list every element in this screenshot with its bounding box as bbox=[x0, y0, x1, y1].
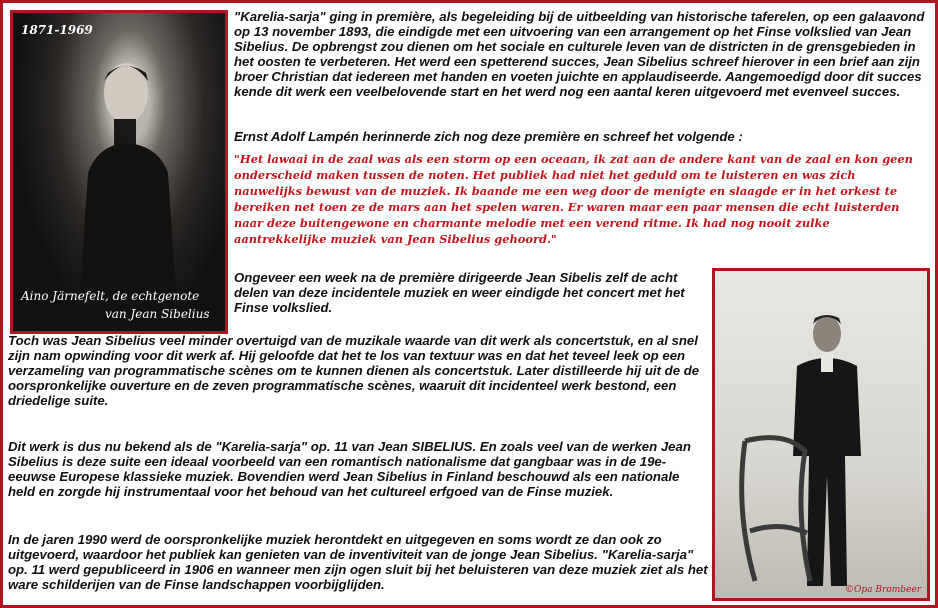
paragraph-premiere: "Karelia-sarja" ging in première, als begeleiding bij de uitbeelding van historische taferelen, op een galaavond op 13 november 1893, die eindigde met een uitvoering van een arrangement op het Finse volkslied van Jean Sibelius. De opbrengst zou dienen om het sociale en culturele leven van de districten in de grensgebieden in het oosten te verbeteren. Het werd een spetterend succes, Jean Sibelius schreef hierover in een brief aan zijn broer Christian dat iedereen met handen en voeten juichte en applaudiseerde. Aangemoedigd door dit succes kende dit werk een veelbelovende start en het werd nog een aantal keren uitgevoerd met evenveel succes. bbox=[234, 9, 925, 99]
lampen-quote: "Het lawaai in de zaal was als een storm op een oceaan, ik zat aan de andere kant van de zaal en kon geen onderscheid maken tussen de noten. Het publiek had niet het geduld om te luisteren en was zich nauwelijks bewust van de muziek. Ik baande me een weg door de menigte en slaagde er in het orkest te bereiken net toen ze de mars aan het spelen waren. Er waren maar een paar mensen die echt luisterden naar deze buitengewone en charmante melodie met een verend ritme. Ik had nog nooit zulke aantrekkelijke muziek van Jean Sibelius gehoord." bbox=[234, 152, 913, 246]
paragraph-conducted: Ongeveer een week na de première dirigeerde Jean Sibelis zelf de acht delen van deze incidentele muziek en weer eindigde het concert met het Finse volkslied. bbox=[234, 270, 685, 315]
years-caption: 1871-1969 bbox=[21, 23, 93, 37]
woman-silhouette bbox=[68, 53, 178, 323]
portrait-photo-aino bbox=[10, 10, 228, 334]
paragraph-1990s: In de jaren 1990 werd de oorspronkelijke muziek herontdekt en uitgegeven en soms wordt ze dan ook zo uitgevoerd, waardoor het publiek kan genieten van de inventiviteit van de jonge Jean Sibelius. "Karelia-sarja" op. 11 werd gepubliceerd in 1906 en wanneer men zijn ogen sluit bij het beluisteren van deze muziek ziet als het ware schilderijen van de Finse landschappen voorbijglijden. bbox=[8, 532, 708, 592]
chair-shape bbox=[725, 421, 825, 591]
portrait-photo-sibelius bbox=[712, 268, 930, 601]
photo-credit: ©Opa Brombeer bbox=[845, 585, 921, 595]
paragraph-lampen-intro: Ernst Adolf Lampén herinnerde zich nog deze première en schreef het volgende : bbox=[234, 129, 743, 144]
photo-caption-line2: van Jean Sibelius bbox=[105, 307, 210, 321]
paragraph-karelia-op11: Dit werk is dus nu bekend als de "Karelia-sarja" op. 11 van Jean SIBELIUS. En zoals veel van de werken Jean Sibelius is deze suite een ideaal voorbeeld van een romantisch nationalisme dat gangbaar was in de 19e-eeuwse Europese klassieke muziek. Bovendien werd Jean Sibelius in Finland beschouwd als een nationale held en zorgde hij instrumentaal voor het behoud van het cultureel erfgoed van de Finse muziek. bbox=[8, 439, 691, 499]
paragraph-suite: Toch was Jean Sibelius veel minder overtuigd van de muzikale waarde van dit werk als concertstuk, en al snel zijn nam opwinding voor dit werk af. Hij geloofde dat het te los van textuur was en dat het teveel leek op een verzameling van programmatische scènes om te kunnen dienen als concertstuk. Later distilleerde hij uit de de oorspronkelijke ouverture en de zeven programmatische scènes, waaruit dit incidenteel werk bestond, een driedelige suite. bbox=[8, 333, 700, 408]
photo-caption-line1: Aino Järnefelt, de echtgenote bbox=[21, 289, 200, 303]
